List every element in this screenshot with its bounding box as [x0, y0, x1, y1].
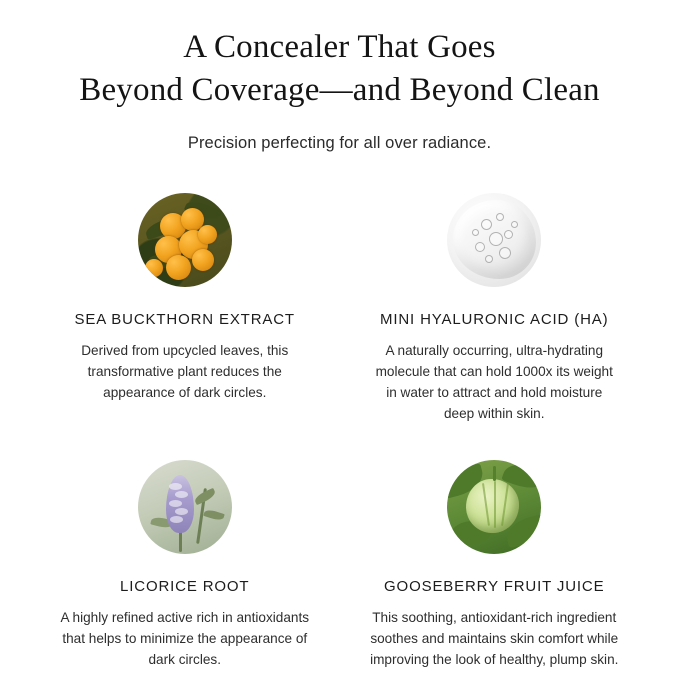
ingredient-description: A highly refined active rich in antioxidants that helps to minimize the appearance of dark circles.: [60, 610, 310, 668]
ingredient-description: Derived from upcycled leaves, this transformative plant reduces the appearance of dark circles.: [81, 342, 289, 400]
page-title: [40, 26, 640, 112]
ingredient-title: GOOSEBERRY FRUIT JUICE: [384, 578, 605, 596]
gooseberry-fruit-image: [447, 460, 541, 554]
ingredient-grid: [30, 193, 649, 670]
ingredient-title: MINI HYALURONIC ACID (HA): [380, 310, 609, 328]
ingredient-card-hyaluronic-acid: [340, 193, 650, 424]
ingredient-card-licorice-root: [30, 460, 340, 670]
page-title-line-1: A Concealer That Goes: [183, 29, 496, 65]
ingredient-description: A naturally occurring, ultra-hydrating molecule that can hold 1000x its weight in water to attract and hold moisture deep within skin.: [375, 342, 613, 421]
page-title-line-2: Beyond Coverage—and Beyond Clean: [79, 71, 600, 108]
ingredient-title: LICORICE ROOT: [120, 578, 250, 596]
ingredient-card-sea-buckthorn: [30, 193, 340, 424]
licorice-root-flower-image: [138, 460, 232, 554]
ingredient-card-gooseberry: [340, 460, 650, 670]
ingredient-description: This soothing, antioxidant-rich ingredient soothes and maintains skin comfort while improving the look of healthy, plump skin.: [370, 610, 619, 668]
hyaluronic-acid-gel-image: [447, 193, 541, 287]
sea-buckthorn-berries-image: [138, 193, 232, 287]
page-subtitle: Precision perfecting for all over radiance.: [187, 133, 492, 152]
ingredient-title: SEA BUCKTHORN EXTRACT: [74, 310, 295, 328]
